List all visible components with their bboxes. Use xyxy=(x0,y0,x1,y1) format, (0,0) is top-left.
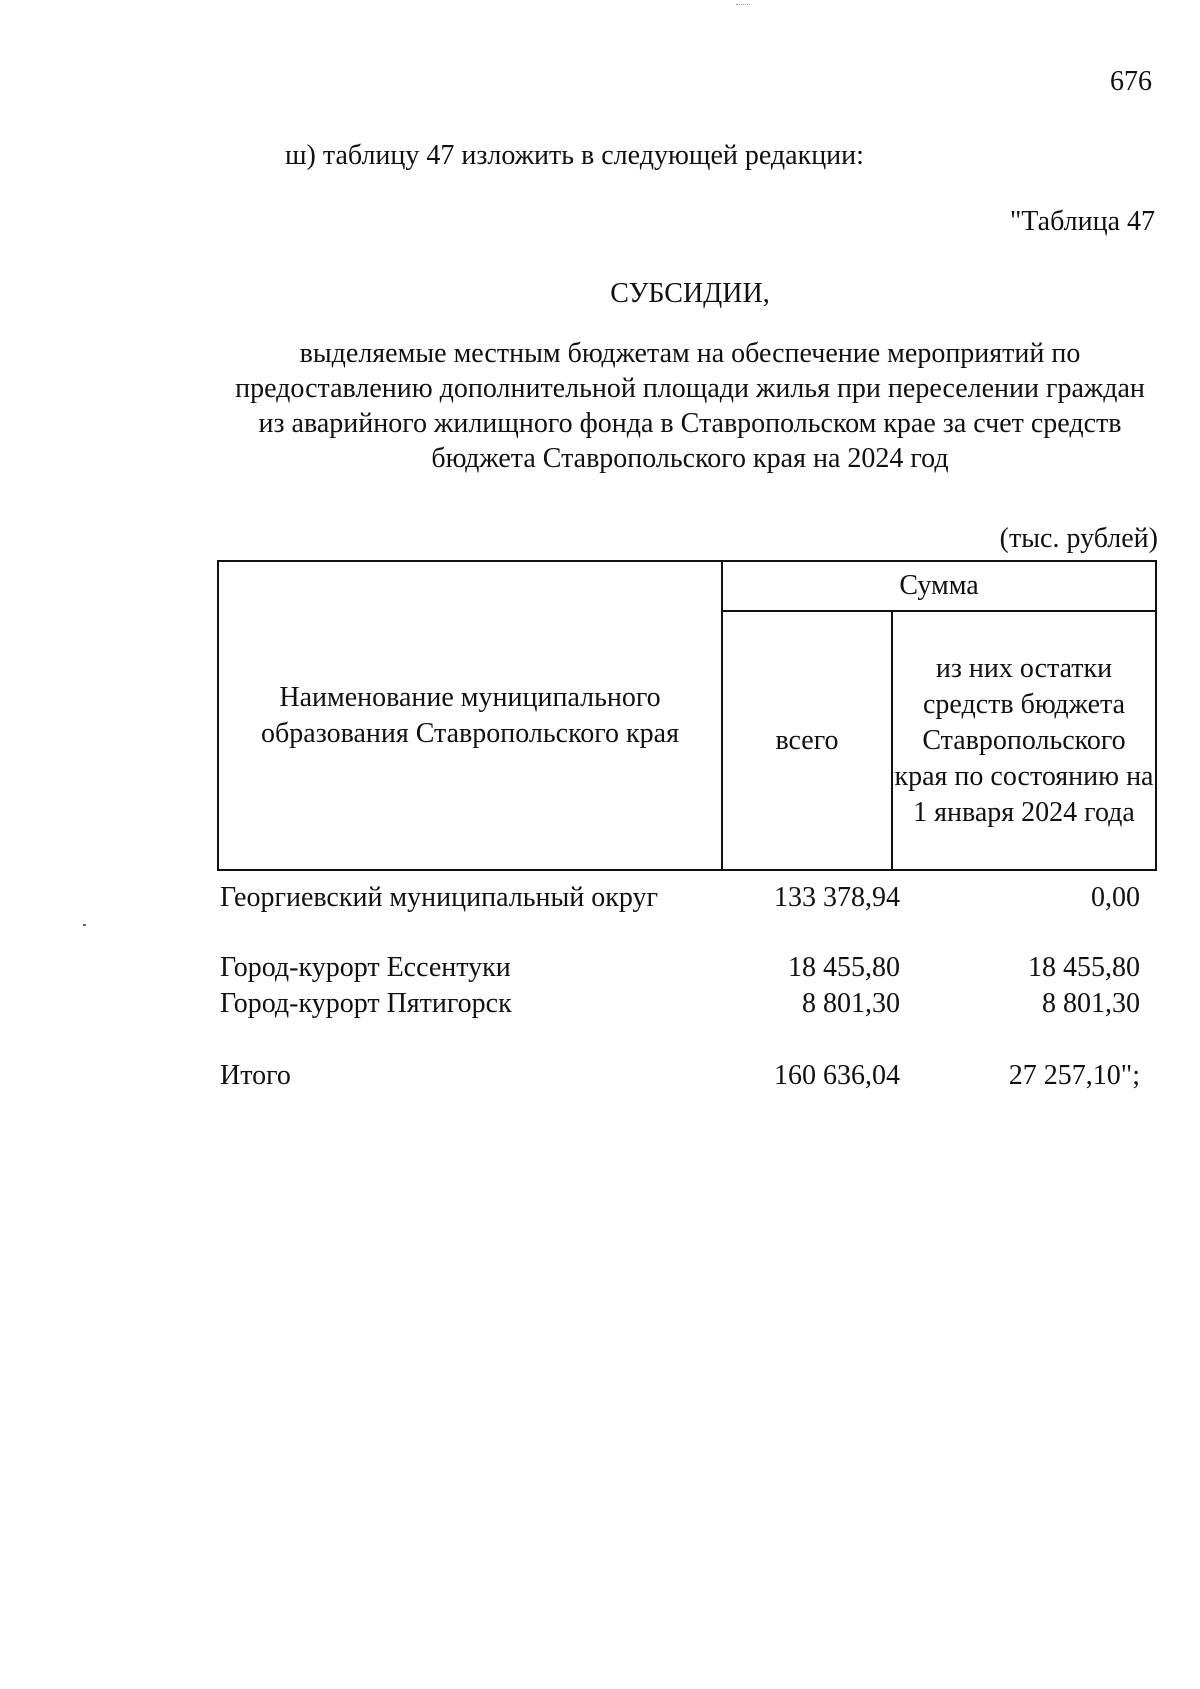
document-title: СУБСИДИИ, xyxy=(610,278,770,309)
margin-speck xyxy=(83,924,86,926)
total-remains: 27 257,10"; xyxy=(1008,1060,1140,1091)
row-remains: 0,00 xyxy=(1091,882,1140,913)
subtitle-line: бюджета Ставропольского края на 2024 год xyxy=(431,443,949,474)
amendment-instruction: ш) таблицу 47 изложить в следующей редакции: xyxy=(285,140,864,171)
row-total: 18 455,80 xyxy=(788,952,900,983)
header-remains: из них остатки средств бюджета Ставропольского края по состоянию на 1 января 2024 года xyxy=(892,611,1156,870)
total-sum: 160 636,04 xyxy=(774,1060,900,1091)
row-municipality: Георгиевский муниципальный округ xyxy=(220,882,658,913)
table-row xyxy=(220,952,1140,988)
total-label: Итого xyxy=(220,1060,291,1091)
subtitle-line: из аварийного жилищного фонда в Ставропольском крае за счет средств xyxy=(258,408,1122,439)
row-municipality: Город-курорт Пятигорск xyxy=(220,988,512,1019)
row-total: 8 801,30 xyxy=(802,988,900,1019)
header-sum: Сумма xyxy=(722,561,1156,611)
table-label: "Таблица 47 xyxy=(1009,206,1155,237)
page-number: 676 xyxy=(1110,66,1152,97)
header-municipality-name: Наименование муниципального образования Ставропольского края xyxy=(218,561,722,870)
row-municipality: Город-курорт Ессентуки xyxy=(220,952,511,983)
subtitle-line: выделяемые местным бюджетам на обеспечение мероприятий по xyxy=(299,338,1081,369)
subsidies-table-header xyxy=(217,560,1157,871)
scan-artifact xyxy=(736,4,750,7)
row-remains: 18 455,80 xyxy=(1028,952,1140,983)
document-subtitle xyxy=(200,336,1180,476)
units-label: (тыс. рублей) xyxy=(999,523,1158,554)
header-total: всего xyxy=(722,611,892,870)
table-row xyxy=(220,988,1140,1024)
row-remains: 8 801,30 xyxy=(1042,988,1140,1019)
row-total: 133 378,94 xyxy=(774,882,900,913)
table-total-row xyxy=(220,1060,1140,1096)
subtitle-line: предоставлению дополнительной площади жилья при переселении граждан xyxy=(235,373,1145,404)
table-row xyxy=(220,882,1140,918)
